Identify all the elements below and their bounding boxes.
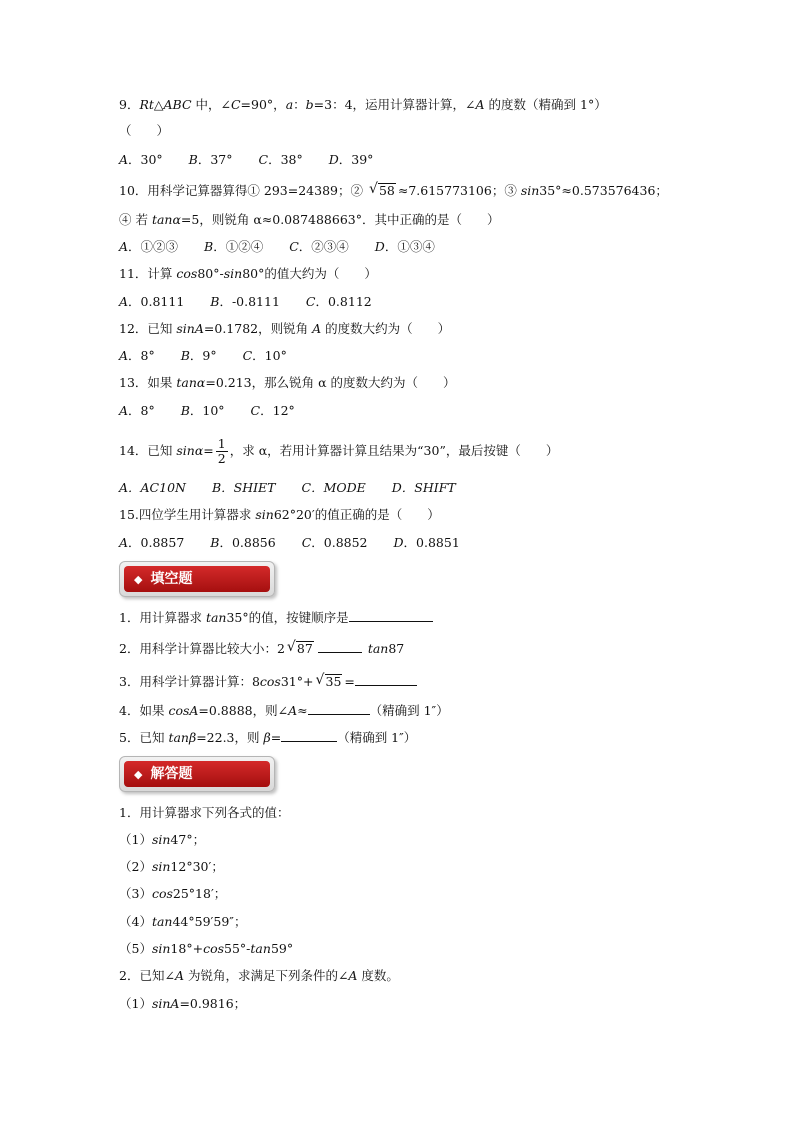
section-heading-answer: ◆ 解答题 (119, 756, 275, 792)
question-9-options (119, 151, 395, 169)
option-b: B．9° (180, 348, 217, 363)
question-12-options (119, 347, 309, 365)
option-a: A．0.8111 (119, 294, 185, 309)
option-a: A．①②③ (119, 239, 179, 254)
question-11-options (119, 293, 394, 311)
option-a: A．AC10N (119, 480, 186, 495)
answer-question-2-1: （1）sinA=0.9816； (119, 996, 247, 1011)
option-b: B．①②④ (204, 239, 264, 254)
sqrt-58: √ 58 (368, 181, 395, 198)
question-9-paren: （ ） (119, 123, 170, 138)
option-c: C．12° (250, 403, 295, 418)
answer-blank (308, 702, 370, 715)
fill-question-4: 4．如果 cosA=0.8888，则∠A≈ （精确到 1″） (119, 703, 449, 718)
question-10: 10．用科学记算器算得① 293=24389；② √ 58 ≈7.615773106；③ sin35°≈0.573576436； (119, 181, 668, 198)
answer-question-1-3: （3）cos25°18′； (119, 886, 227, 901)
fill-question-1: 1．用计算器求 tan35°的值，按键顺序是 (119, 609, 433, 627)
option-a: A．30° (119, 152, 163, 167)
answer-question-1-5: （5）sin18°+cos55°-tan59° (119, 941, 294, 956)
option-b: B．37° (188, 152, 233, 167)
option-d: D．39° (328, 152, 374, 167)
option-c: C．0.8112 (305, 294, 372, 309)
question-11: 11．计算 cos80°-sin80°的值大约为（ ） (119, 266, 377, 281)
option-a: A．8° (119, 403, 155, 418)
option-c: C．MODE (301, 480, 366, 495)
sqrt-35: √ 35 (315, 672, 342, 689)
answer-blank (355, 673, 417, 686)
answer-blank (281, 729, 337, 742)
option-c: C．②③④ (289, 239, 349, 254)
option-a: A．8° (119, 348, 155, 363)
question-14: 14．已知 sinα= $\frac{1}{2}$ ，求 α，若用计算器计算且结果为“30”，最后按键（ ） (119, 436, 559, 466)
fraction-one-half: $\frac{1}{2}$ (217, 436, 226, 466)
option-b: B．0.8856 (210, 535, 276, 550)
answer-question-1-4: （4）tan44°59′59″； (119, 914, 247, 929)
question-15-options (119, 534, 482, 552)
question-13: 13．如果 tanα=0.213，那么锐角 α 的度数大约为（ ） (119, 375, 456, 390)
answer-blank (349, 609, 433, 622)
question-12: 12．已知 sinA=0.1782，则锐角 A 的度数大约为（ ） (119, 321, 451, 336)
question-14-options (119, 479, 478, 497)
sqrt-87: √ 87 (286, 639, 313, 656)
option-c: C．0.8852 (301, 535, 368, 550)
question-13-options (119, 402, 317, 420)
fill-question-5: 5．已知 tanβ=22.3，则 β= （精确到 1″） (119, 730, 417, 745)
option-b: B．-0.8111 (210, 294, 280, 309)
option-c: C．38° (258, 152, 303, 167)
option-d: D．SHIFT (391, 480, 456, 495)
answer-question-1-2: （2）sin12°30′； (119, 859, 224, 874)
diamond-icon: ◆ (134, 573, 143, 586)
question-15: 15.四位学生用计算器求 sin62°20′的值正确的是（ ） (119, 507, 440, 522)
diamond-icon: ◆ (134, 768, 143, 781)
option-b: B．10° (180, 403, 225, 418)
option-a: A．0.8857 (119, 535, 185, 550)
option-b: B．SHIET (211, 480, 276, 495)
answer-question-1-1: （1）sin47°； (119, 832, 206, 847)
fill-question-2: 2．用科学计算器比较大小：2 √ 87 tan87 (119, 639, 405, 656)
fill-question-3: 3．用科学计算器计算：8cos31°+ √ 35 = (119, 673, 417, 691)
answer-question-1: 1．用计算器求下列各式的值： (119, 805, 290, 820)
section-heading-fill-in: ◆ 填空题 (119, 561, 275, 597)
question-10-options (119, 238, 457, 256)
option-d: D．0.8851 (393, 535, 460, 550)
answer-blank (318, 640, 362, 653)
answer-question-2: 2．已知∠A 为锐角，求满足下列条件的∠A 度数。 (119, 968, 399, 983)
option-d: D．①③④ (374, 239, 435, 254)
question-10-line2: ④ 若 tanα=5，则锐角 α≈0.087488663°．其中正确的是（ ） (119, 212, 500, 227)
question-9: 9．Rt△ABC 中，∠C=90°，a：b=3：4，运用计算器计算，∠A 的度数（精确到 1°） (119, 97, 607, 112)
option-c: C．10° (242, 348, 287, 363)
